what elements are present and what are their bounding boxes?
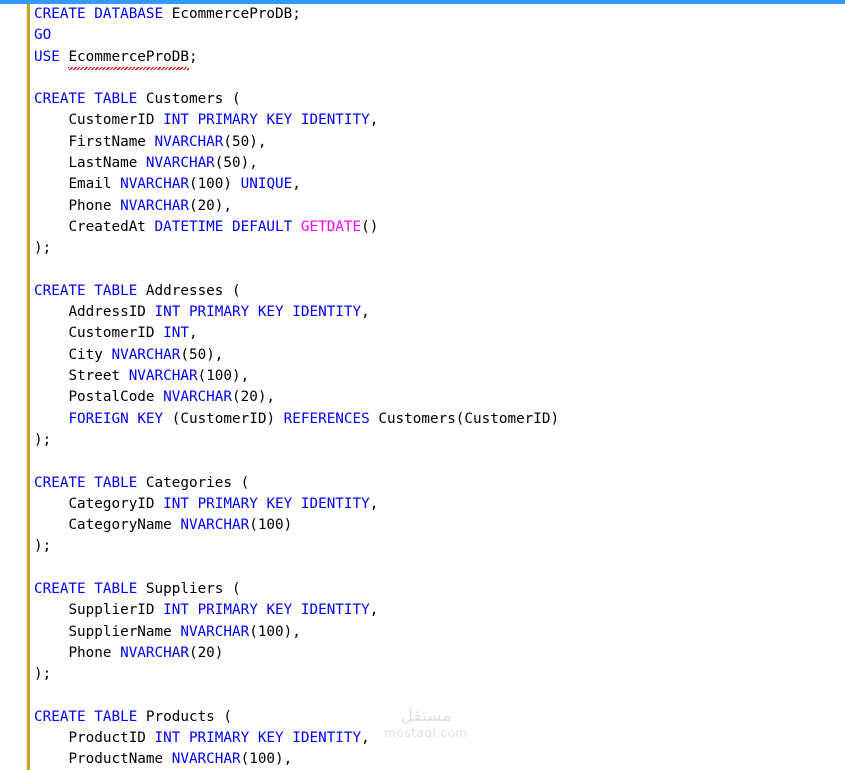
table-name-products: Products (145, 708, 215, 725)
table-name-suppliers: Suppliers (145, 581, 224, 598)
table-name-addresses: Addresses (145, 282, 224, 299)
token-db-name-error: EcommerceProDB (68, 47, 189, 68)
table-name-categories: Categories (145, 474, 232, 491)
code-content-area[interactable] (34, 4, 845, 770)
sql-source-code[interactable]: CREATE DATABASE EcommerceProDB; GO USE EcommerceProDB; CREATE TABLE Customers ( CustomerID INT PRIMARY KEY IDENTITY, FirstName NVARCHAR(50), LastName NVARCHAR(50), Email NVARCHAR(100) UNIQUE, Phone NVARCHAR(20), CreatedAt DATETIME DEFAULT GETDATE() ); CREATE TABLE Addresses ( AddressID INT PRIMARY KEY IDENTITY, CustomerID INT, City NVARCHAR(50), Street NVARCHAR(100), PostalCode NVARCHAR(20), FOREIGN KEY (CustomerID) REFERENCES Customers(CustomerID) ); CREATE TABLE Categories ( CategoryID INT PRIMARY KEY IDENTITY, CategoryName NVARCHAR(100) ); CREATE TABLE Suppliers ( SupplierID INT PRIMARY KEY IDENTITY, SupplierName NVARCHAR(100), Phone NVARCHAR(20) ); CREATE TABLE Products ( ProductID INT PRIMARY KEY IDENTITY, ProductName NVARCHAR(100), (34, 6, 560, 768)
token-database: DATABASE (94, 6, 164, 22)
token-use: USE (34, 48, 60, 65)
token-go: GO (34, 27, 52, 44)
unsaved-changes-bar (27, 4, 30, 770)
token-db-name: EcommerceProDB (171, 6, 293, 22)
editor-gutter (0, 4, 27, 770)
token-create: CREATE (34, 6, 86, 22)
token-getdate: GETDATE (300, 218, 362, 235)
watermark-latin-text: mostaql.com (384, 726, 468, 740)
watermark-arabic-text: مستقل (400, 706, 452, 726)
table-name-customers: Customers (145, 91, 224, 108)
